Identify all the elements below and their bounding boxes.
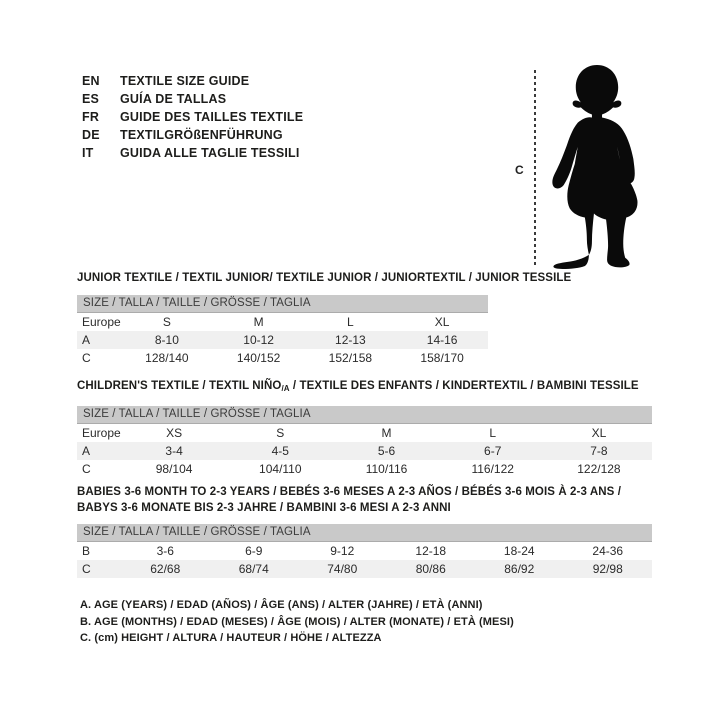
row-label-cell: C	[82, 462, 91, 476]
size-header-bar: SIZE / TALLA / TAILLE / GRÖSSE / TAGLIA	[77, 295, 488, 313]
section-title	[77, 484, 652, 516]
section-title	[77, 379, 652, 396]
height-measure-dotted-line	[534, 70, 536, 268]
toddler-silhouette	[546, 62, 652, 270]
value-cell: S	[162, 315, 171, 329]
value-cell: 10-12	[243, 333, 274, 347]
value-cell: 3-6	[156, 544, 174, 558]
language-list	[82, 72, 303, 162]
value-cell: 128/140	[145, 351, 189, 365]
value-cell: 24-36	[592, 544, 624, 558]
value-cell: 98/104	[155, 462, 193, 476]
value-cell: 86/92	[504, 562, 535, 576]
value-cell: L	[347, 315, 354, 329]
table-row	[77, 460, 652, 478]
value-cell: 8-10	[154, 333, 179, 347]
language-row-de	[82, 126, 303, 144]
language-row-en	[82, 72, 303, 90]
size-header-bar: SIZE / TALLA / TAILLE / GRÖSSE / TAGLIA	[77, 524, 652, 542]
junior-textile-section	[77, 271, 572, 367]
value-cell: 122/128	[577, 462, 621, 476]
size-table-children	[77, 424, 652, 478]
value-cell: S	[276, 426, 285, 440]
language-label: GUIDA ALLE TAGLIE TESSILI	[120, 146, 300, 160]
table-row	[77, 424, 652, 442]
childrens-textile-section	[77, 379, 652, 478]
value-cell: 6-7	[484, 444, 502, 458]
row-label-cell: B	[82, 544, 91, 558]
value-cell: 92/98	[592, 562, 623, 576]
language-row-fr	[82, 108, 303, 126]
value-cell: M	[381, 426, 392, 440]
row-label-cell: A	[82, 444, 91, 458]
table-row	[77, 313, 488, 331]
size-table-babies	[77, 542, 652, 578]
language-code: FR	[82, 110, 100, 124]
row-label-cell: Europe	[82, 315, 121, 329]
language-label: GUIDE DES TAILLES TEXTILE	[120, 110, 304, 124]
value-cell: 18-24	[503, 544, 535, 558]
table-row	[77, 442, 652, 460]
title-line-2: BABYS 3-6 MONATE BIS 2-3 JAHRE / BAMBINI 3-6 MESI A 2-3 ANNI	[77, 502, 451, 514]
language-row-it	[82, 144, 303, 162]
value-cell: 116/122	[471, 462, 514, 476]
title-subscript: /A	[281, 384, 290, 393]
note-age-months: B. AGE (MONTHS) / EDAD (MESES) / ÂGE (MOIS) / ALTER (MONATE) / ETÀ (MESI)	[80, 615, 514, 628]
note-height-cm: C. (cm) HEIGHT / ALTURA / HAUTEUR / HÖHE / ALTEZZA	[80, 632, 382, 644]
size-table-junior	[77, 313, 488, 367]
note-age-years: A. AGE (YEARS) / EDAD (AÑOS) / ÂGE (ANS) / ALTER (JAHRE) / ETÀ (ANNI)	[80, 599, 483, 611]
section-title: JUNIOR TEXTILE / TEXTIL JUNIOR/ TEXTILE JUNIOR / JUNIORTEXTIL / JUNIOR TESSILE	[77, 272, 572, 284]
language-label: TEXTILGRÖßENFÜHRUNG	[120, 128, 283, 142]
value-cell: 110/116	[365, 462, 408, 476]
value-cell: 74/80	[327, 562, 358, 576]
language-label: GUÍA DE TALLAS	[120, 92, 227, 106]
language-code: DE	[82, 128, 100, 142]
title-pre: CHILDREN'S TEXTILE / TEXTIL NIÑO	[77, 380, 282, 392]
row-label-cell: Europe	[82, 426, 121, 440]
value-cell: 68/74	[238, 562, 269, 576]
value-cell: 152/158	[328, 351, 373, 365]
value-cell: XS	[166, 426, 183, 440]
value-cell: 4-5	[271, 444, 289, 458]
value-cell: 104/110	[259, 462, 302, 476]
title-post: / TEXTILE DES ENFANTS / KINDERTEXTIL / BAMBINI TESSILE	[289, 380, 639, 392]
value-cell: 62/68	[150, 562, 181, 576]
language-code: EN	[82, 74, 100, 88]
table-row	[77, 349, 488, 367]
value-cell: 12-13	[335, 333, 366, 347]
value-cell: XL	[434, 315, 450, 329]
value-cell: 6-9	[245, 544, 263, 558]
value-cell: L	[489, 426, 497, 440]
row-label-cell: A	[82, 333, 91, 347]
row-label-cell: C	[82, 562, 91, 576]
value-cell: 14-16	[426, 333, 458, 347]
value-cell: 5-6	[377, 444, 396, 458]
measure-label-c: C	[515, 163, 524, 177]
table-row	[77, 331, 488, 349]
value-cell: XL	[591, 426, 607, 440]
title-line-1: BABIES 3-6 MONTH TO 2-3 YEARS / BEBÉS 3-6 MESES A 2-3 AÑOS / BÉBÉS 3-6 MOIS À 2-3 ANS /	[77, 486, 621, 498]
toddler-silhouette-svg	[546, 62, 652, 270]
legend-notes	[80, 597, 514, 647]
value-cell: 3-4	[165, 444, 183, 458]
table-row	[77, 560, 652, 578]
table-row	[77, 542, 652, 560]
language-row-es	[82, 90, 303, 108]
value-cell: 158/170	[420, 351, 464, 365]
value-cell: 12-18	[415, 544, 447, 558]
language-label: TEXTILE SIZE GUIDE	[120, 74, 250, 88]
value-cell: 9-12	[330, 544, 355, 558]
value-cell: 140/152	[236, 351, 281, 365]
value-cell: 7-8	[590, 444, 608, 458]
value-cell: 80/86	[415, 562, 446, 576]
language-code: ES	[82, 92, 100, 106]
babies-textile-section	[77, 484, 652, 578]
language-code: IT	[82, 146, 94, 160]
size-header-bar: SIZE / TALLA / TAILLE / GRÖSSE / TAGLIA	[77, 406, 652, 424]
value-cell: M	[253, 315, 264, 329]
row-label-cell: C	[82, 351, 91, 365]
